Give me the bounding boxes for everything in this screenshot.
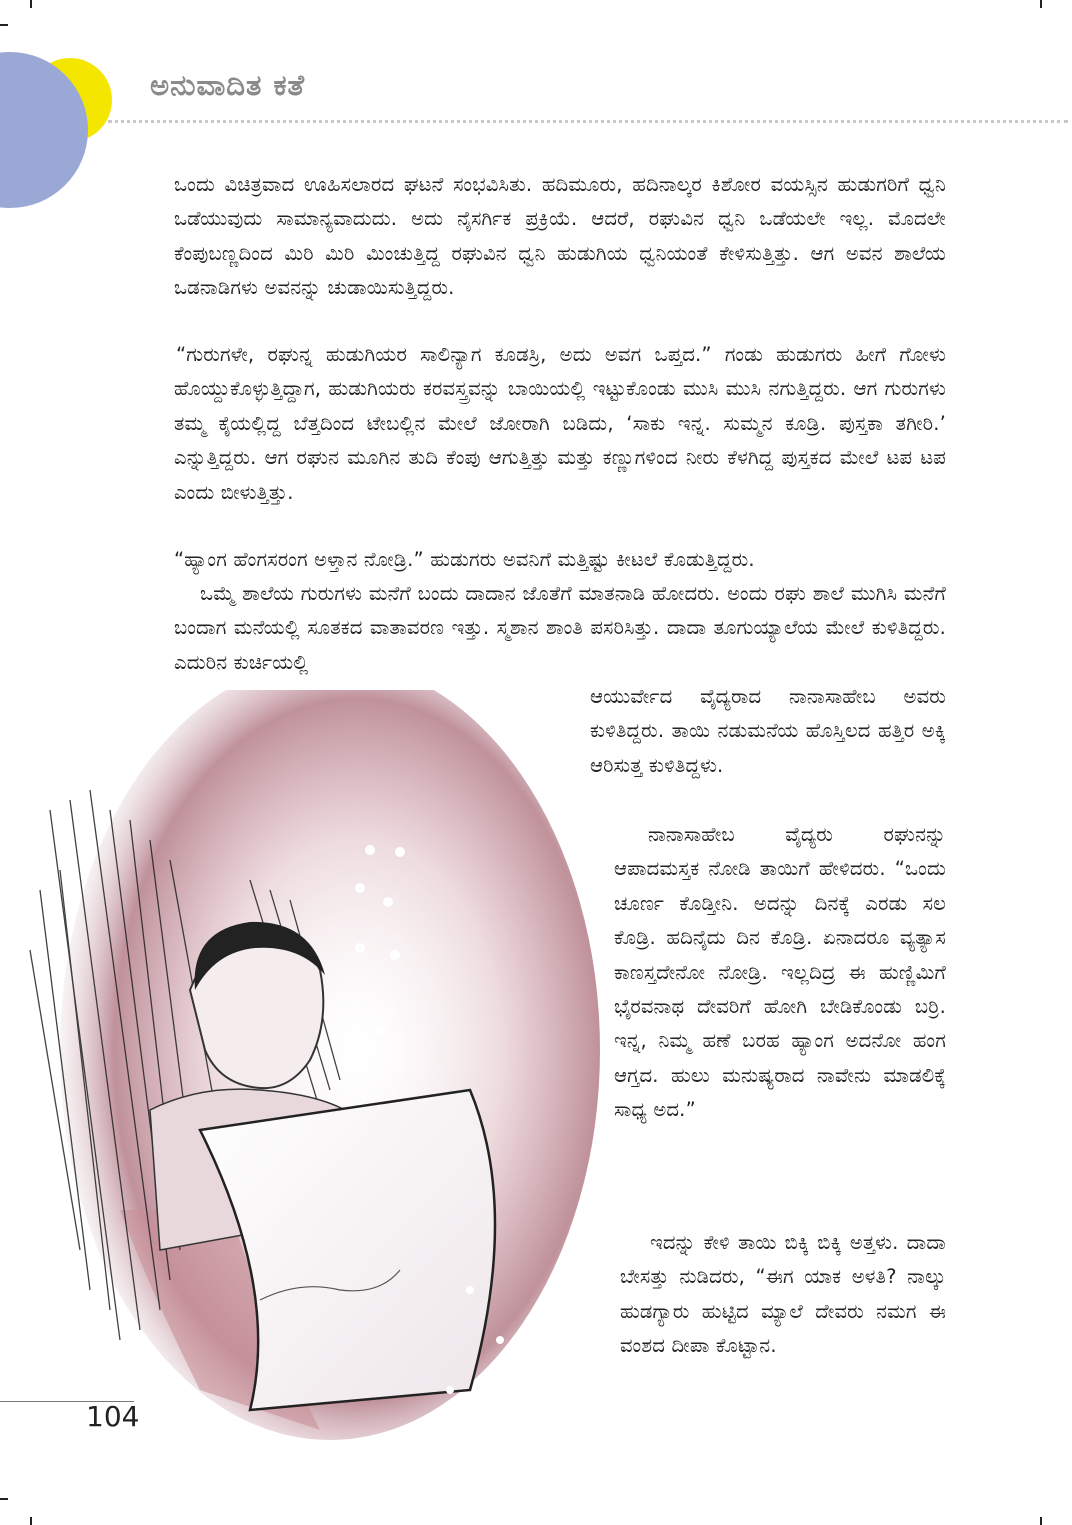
- crop-mark: [0, 24, 8, 26]
- section-title: ಅನುವಾದಿತ ಕತೆ: [150, 68, 306, 102]
- paragraph-5: ನಾನಾಸಾಹೇಬ ವೈದ್ಯರು ರಘುನನ್ನು ಆಪಾದಮಸ್ತಕ ನೋಡಿ ತಾಯಿಗೆ ಹೇಳಿದರು. “ಒಂದು ಚೂರ್ಣ ಕೊಡ್ತೀನಿ. ಅದನ್ನು ದಿನಕ್ಕೆ ಎರಡು ಸಲ ಕೊಡ್ರಿ. ಹದಿನೈದು ದಿನ ಕೊಡ್ರಿ. ಏನಾದರೂ ವ್ಯತ್ಯಾಸ ಕಾಣಸ್ತದೇನೋ ನೋಡ್ರಿ. ಇಲ್ಲದಿದ್ರ ಈ ಹುಣ್ಣಿಮಿಗೆ ಭೈರವನಾಥ ದೇವರಿಗೆ ಹೋಗಿ ಬೇಡಿಕೊಂಡು ಬರ್ರಿ. ಇನ್ನ, ನಿಮ್ಮ ಹಣೆ ಬರಹ ಹ್ಯಾಂಗ ಅದನೋ ಹಂಗ ಆಗ್ತದ. ಹುಲು ಮನುಷ್ಯರಾದ ನಾವೇನು ಮಾಡಲಿಕ್ಕೆ ಸಾಧ್ಯ ಅದ.”: [614, 823, 946, 1122]
- paragraph-4-continued: ಆಯುರ್ವೇದ ವೈದ್ಯರಾದ ನಾನಾಸಾಹೇಬ ಅವರು ಕುಳಿತಿದ್ದರು. ತಾಯಿ ನಡುಮನೆಯ ಹೊಸ್ತಿಲದ ಹತ್ತಿರ ಅಕ್ಕಿ ಆರಿಸುತ್ತ ಕುಳಿತಿದ್ದಳು.: [590, 685, 946, 777]
- header-decoration: [0, 50, 130, 210]
- paragraph-3: “ಹ್ಯಾಂಗ ಹೆಂಗಸರಂಗ ಅಳ್ತಾನ ನೋಡ್ರಿ.” ಹುಡುಗರು ಅವನಿಗೆ ಮತ್ತಿಷ್ಟು ಕೀಟಲೆ ಕೊಡುತ್ತಿದ್ದರು.: [174, 548, 755, 571]
- paragraph-1: ಒಂದು ವಿಚಿತ್ರವಾದ ಊಹಿಸಲಾರದ ಘಟನೆ ಸಂಭವಿಸಿತು. ಹದಿಮೂರು, ಹದಿನಾಲ್ಕರ ಕಿಶೋರ ವಯಸ್ಸಿನ ಹುಡುಗರಿಗೆ ಧ್ವನಿ ಒಡೆಯುವುದು ಸಾಮಾನ್ಯವಾದುದು. ಅದು ನೈಸರ್ಗಿಕ ಪ್ರಕ್ರಿಯೆ. ಆದರೆ, ರಘುವಿನ ಧ್ವನಿ ಒಡೆಯಲೇ ಇಲ್ಲ. ಮೊದಲೇ ಕೆಂಪುಬಣ್ಣದಿಂದ ಮಿರಿ ಮಿರಿ ಮಿಂಚುತ್ತಿದ್ದ ರಘುವಿನ ಧ್ವನಿ ಹುಡುಗಿಯ ಧ್ವನಿಯಂತೆ ಕೇಳಿಸುತ್ತಿತ್ತು. ಆಗ ಅವನ ಶಾಲೆಯ ಒಡನಾಡಿಗಳು ಅವನನ್ನು ಚುಡಾಯಿಸುತ್ತಿದ್ದರು.: [174, 173, 946, 300]
- paragraph-6: ಇದನ್ನು ಕೇಳಿ ತಾಯಿ ಬಿಕ್ಕಿ ಬಿಕ್ಕಿ ಅತ್ತಳು. ದಾದಾ ಬೇಸತ್ತು ನುಡಿದರು, “ಈಗ ಯಾಕ ಅಳತಿ? ನಾಲ್ಕು ಹುಡಗ್ಯಾರು ಹುಟ್ಟಿದ ಮ್ಯಾಲೆ ದೇವರು ನಮಗ ಈ ವಂಶದ ದೀಪಾ ಕೊಟ್ಟಾನ.: [620, 1231, 946, 1358]
- crop-mark: [30, 0, 32, 8]
- paragraph-4: ಒಮ್ಮೆ ಶಾಲೆಯ ಗುರುಗಳು ಮನೆಗೆ ಬಂದು ದಾದಾನ ಜೊತೆಗೆ ಮಾತನಾಡಿ ಹೋದರು. ಅಂದು ರಘು ಶಾಲೆ ಮುಗಿಸಿ ಮನೆಗೆ ಬಂದಾಗ ಮನೆಯಲ್ಲಿ ಸೂತಕದ ವಾತಾವರಣ ಇತ್ತು. ಸ್ಮಶಾನ ಶಾಂತಿ ಪಸರಿಸಿತ್ತು. ದಾದಾ ತೂಗುಯ್ಯಾಲೆಯ ಮೇಲೆ ಕುಳಿತಿದ್ದರು. ಎದುರಿನ ಕುರ್ಚಿಯಲ್ಲಿ: [174, 582, 946, 674]
- page-number: 104: [86, 1400, 140, 1433]
- story-illustration: [0, 690, 600, 1450]
- header-dotted-rule: [108, 120, 1068, 123]
- paragraph-2: “ಗುರುಗಳೇ, ರಘುನ್ನ ಹುಡುಗಿಯರ ಸಾಲಿನ್ಯಾಗ ಕೂಡಸ್ರಿ, ಅದು ಅವಗ ಒಪ್ತದ.” ಗಂಡು ಹುಡುಗರು ಹೀಗೆ ಗೋಳು ಹೊಯ್ದುಕೊಳ್ಳುತ್ತಿದ್ದಾಗ, ಹುಡುಗಿಯರು ಕರವಸ್ತ್ರವನ್ನು ಬಾಯಿಯಲ್ಲಿ ಇಟ್ಟುಕೊಂಡು ಮುಸಿ ಮುಸಿ ನಗುತ್ತಿದ್ದರು. ಆಗ ಗುರುಗಳು ತಮ್ಮ ಕೈಯಲ್ಲಿದ್ದ ಬೆತ್ತದಿಂದ ಟೇಬಲ್ಲಿನ ಮೇಲೆ ಜೋರಾಗಿ ಬಡಿದು, ‘ಸಾಕು ಇನ್ನ. ಸುಮ್ಮನ ಕೂಡ್ರಿ. ಪುಸ್ತಕಾ ತಗೀರಿ.’ ಎನ್ನುತ್ತಿದ್ದರು. ಆಗ ರಘುನ ಮೂಗಿನ ತುದಿ ಕೆಂಪು ಆಗುತ್ತಿತ್ತು ಮತ್ತು ಕಣ್ಣುಗಳಿಂದ ನೀರು ಕೆಳಗಿದ್ದ ಪುಸ್ತಕದ ಮೇಲೆ ಟಪ ಟಪ ಎಂದು ಬೀಳುತ್ತಿತ್ತು.: [174, 343, 946, 504]
- crop-mark: [0, 1498, 8, 1500]
- crop-mark: [1040, 1517, 1042, 1525]
- crop-mark: [1040, 0, 1042, 8]
- crop-mark: [30, 1517, 32, 1525]
